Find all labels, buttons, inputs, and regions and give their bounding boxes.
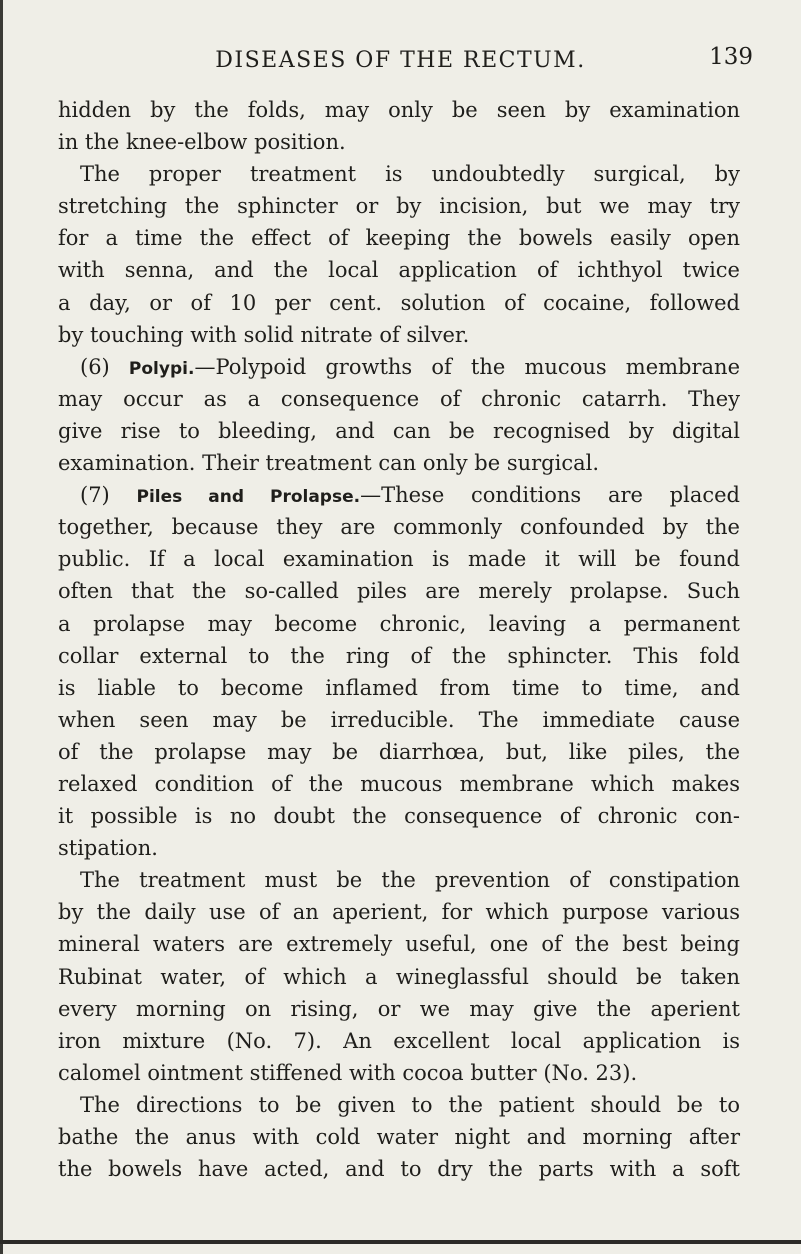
text-line: mineral waters are extremely useful, one of the best being — [58, 932, 740, 957]
text-line: when seen may be irreducible. The immediate cause — [58, 707, 740, 732]
text-line: hidden by the folds, may only be seen by examination — [58, 98, 740, 122]
page-left-edge — [0, 0, 3, 1254]
text-line: The directions to be given to the patient should be to — [80, 1092, 740, 1117]
text-line: bathe the anus with cold water night and morning after — [58, 1125, 740, 1149]
text-line: The proper treatment is undoubtedly surgical, by — [80, 162, 740, 187]
section-heading: Polypi. — [128, 358, 195, 379]
text-line: a prolapse may become chronic, leaving a permanent — [58, 611, 740, 636]
section-number: (6) — [80, 354, 129, 379]
text-line: with senna, and the local application of ichthyol twice — [58, 258, 740, 283]
text-line: often that the so-called piles are merely prolapse. Such — [58, 579, 740, 604]
text-line: in the knee-elbow position. — [58, 130, 346, 155]
page-number: 139 — [709, 44, 753, 70]
text-line: The treatment must be the prevention of constipation — [80, 868, 740, 893]
section-number: (7) — [80, 483, 137, 508]
text-line: give rise to bleeding, and can be recognised by digital — [58, 418, 740, 443]
text-line: relaxed condition of the mucous membrane which makes — [58, 771, 740, 796]
text-line: by the daily use of an aperient, for which purpose various — [58, 900, 740, 925]
section-heading: Piles and Prolapse. — [136, 487, 361, 508]
section-heading-line — [58, 351, 740, 383]
section-heading-line — [58, 479, 740, 511]
text-line: the bowels have acted, and to dry the parts with a soft — [58, 1157, 740, 1182]
text-line: collar external to the ring of the sphincter. This fold — [58, 643, 740, 668]
body-text — [58, 94, 740, 1185]
text-line: is liable to become inflamed from time to time, and — [58, 675, 740, 700]
text-line: stretching the sphincter or by incision, but we may try — [58, 194, 740, 219]
text-line: by touching with solid nitrate of silver. — [58, 322, 470, 347]
text-line: a day, or of 10 per cent. solution of cocaine, followed — [58, 290, 740, 315]
section-text: —Polypoid growths of the mucous membrane — [194, 354, 741, 379]
text-line: iron mixture (No. 7). An excellent local application is — [58, 1028, 740, 1053]
text-line: calomel ointment stiffened with cocoa butter (No. 23). — [58, 1060, 638, 1085]
text-line: Rubinat water, of which a wineglassful should be taken — [58, 964, 740, 989]
text-line: every morning on rising, or we may give the aperient — [58, 996, 740, 1021]
text-line: may occur as a consequence of chronic catarrh. They — [58, 386, 740, 411]
text-line: together, because they are commonly confounded by the — [58, 515, 740, 540]
text-line: stipation. — [58, 836, 158, 861]
text-line: examination. Their treatment can only be surgical. — [58, 451, 599, 476]
text-line: of the prolapse may be diarrhœa, but, like piles, the — [58, 739, 740, 764]
text-line: for a time the effect of keeping the bowels easily open — [58, 226, 740, 251]
bottom-rule — [0, 1240, 801, 1244]
text-line: public. If a local examination is made it will be found — [58, 547, 740, 572]
running-title: DISEASES OF THE RECTUM. — [215, 48, 586, 73]
section-text: —These conditions are placed — [360, 483, 740, 508]
text-line: it possible is no doubt the consequence of chronic con- — [58, 804, 740, 829]
